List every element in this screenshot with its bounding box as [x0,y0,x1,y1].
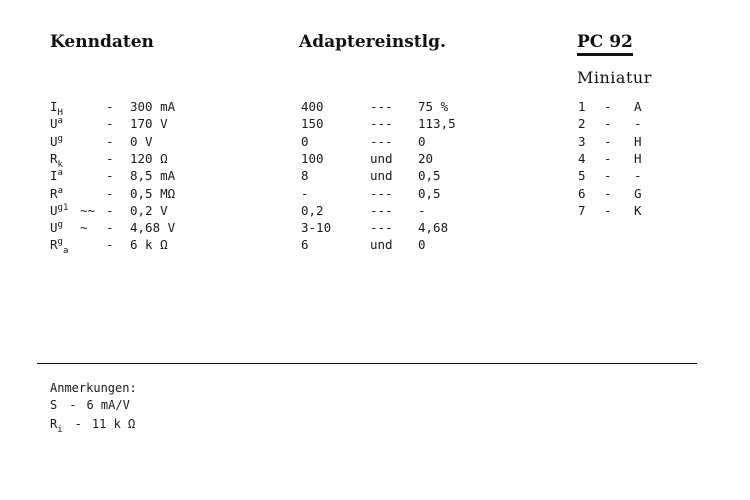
tube-subtitle: Miniatur [577,68,652,87]
pin-row [0,150,750,167]
adapter-operator: und [370,150,393,166]
pin-row [0,167,750,184]
note-symbol: R [50,417,58,431]
adapter-setting: 6 [301,237,309,253]
adapter-setting-2: 75 % [418,99,449,114]
symbol-subscript: k [57,159,63,170]
pin-function: A [634,99,642,114]
adapter-setting-2: 4,68 [418,220,449,236]
pin-dash: - [604,185,612,201]
equals-dash: - [106,116,114,132]
symbol-letter: U [50,202,58,218]
parameter-symbol [50,236,90,256]
adapter-setting: 400 [301,99,324,114]
pin-dash: - [604,133,612,149]
pin-number: 6 [578,185,586,201]
equals-dash: - [106,133,114,149]
pin-function: H [634,150,642,166]
equals-dash: - [106,202,114,218]
symbol-superscript: a [57,116,63,127]
pin-function: - [634,116,642,132]
adapter-operator: --- [370,116,393,132]
pin-dash: - [604,202,612,218]
symbol-letter: I [50,168,58,184]
pin-row [0,98,750,115]
adapter-setting: 100 [301,150,324,166]
symbol-letter: U [50,220,58,236]
pin-row [0,185,750,202]
symbol-subscript: a [62,246,69,257]
pin-row [0,133,750,150]
note-dash: - [74,417,82,431]
adapter-setting: 150 [301,116,324,132]
note-item [50,416,135,435]
equals-dash: - [106,150,114,166]
equals-dash: - [106,237,114,253]
pin-dash: - [604,150,612,166]
adapter-operator: --- [370,220,393,236]
note-subscript: i [57,425,63,435]
pin-dash: - [604,99,612,114]
heading-adaptereinstellung: Adaptereinstlg. [299,32,446,52]
adapter-setting-2: 0,5 [418,185,441,201]
pin-row [0,202,750,219]
parameter-value: 6 k Ω [130,237,168,253]
adapter-setting-2: 0 [418,237,426,253]
symbol-letter: U [50,116,58,132]
symbol-letter: U [50,133,58,149]
heading-kenndaten: Kenndaten [50,32,154,52]
heading-tube-type [577,32,633,52]
equals-dash: - [106,99,114,114]
pin-function: K [634,202,642,218]
adapter-setting: 0 [301,133,309,149]
parameter-value: 120 Ω [130,150,168,166]
pin-number: 5 [578,168,586,184]
symbol-superscript: g1 [57,202,69,213]
note-value: 6 mA/V [86,398,130,412]
adapter-setting-2: 113,5 [418,116,456,132]
pin-function: H [634,133,642,149]
parameter-value: 170 V [130,116,168,132]
parameter-value: 300 mA [130,99,176,114]
symbol-superscript: g [57,133,63,144]
pin-function: G [634,185,642,201]
adapter-operator: --- [370,133,393,149]
symbol-superscript: a [57,185,63,196]
adapter-setting: - [301,185,309,201]
divider-line [37,363,697,364]
adapter-setting-2: - [418,202,426,218]
parameter-row [0,236,750,257]
adapter-setting: 3-10 [301,220,332,236]
parameter-value: 8,5 mA [130,168,176,184]
adapter-operator: und [370,237,393,253]
symbol-superscript: a [57,168,63,179]
pin-number: 3 [578,133,586,149]
ac-wave-mark: ~~ [80,202,96,218]
equals-dash: - [106,185,114,201]
pin-row [0,115,750,132]
notes-title: Anmerkungen: [50,381,137,395]
equals-dash: - [106,220,114,236]
ac-wave-mark: ~ [80,220,88,236]
parameter-value: 0,2 V [130,202,168,218]
symbol-letter: R [50,185,58,201]
parameter-value: 0 V [130,133,153,149]
adapter-setting-2: 20 [418,150,434,166]
symbol-letter: R [50,150,58,166]
adapter-operator: --- [370,185,393,201]
note-dash: - [69,398,77,412]
adapter-setting: 8 [301,168,309,184]
parameter-value: 4,68 V [130,220,176,236]
symbol-letter: R [50,237,58,253]
symbol-letter: I [50,99,58,114]
parameter-row [0,219,750,236]
pin-number: 7 [578,202,586,218]
pin-number: 4 [578,150,586,166]
symbol-subscript: H [57,108,63,118]
note-item [50,397,130,414]
pin-dash: - [604,168,612,184]
pin-function: - [634,168,642,184]
pin-number: 2 [578,116,586,132]
adapter-operator: und [370,168,393,184]
tube-type-label: PC 92 [577,32,633,56]
symbol-superscript: g [57,237,63,248]
parameter-value: 0,5 MΩ [130,185,176,201]
note-symbol: S [50,398,58,412]
pin-number: 1 [578,99,586,114]
adapter-operator: --- [370,99,393,114]
adapter-setting-2: 0 [418,133,426,149]
adapter-operator: --- [370,202,393,218]
adapter-setting: 0,2 [301,202,324,218]
pin-dash: - [604,116,612,132]
adapter-setting-2: 0,5 [418,168,441,184]
symbol-superscript: g [57,220,63,231]
equals-dash: - [106,168,114,184]
note-value: 11 k Ω [91,417,136,431]
